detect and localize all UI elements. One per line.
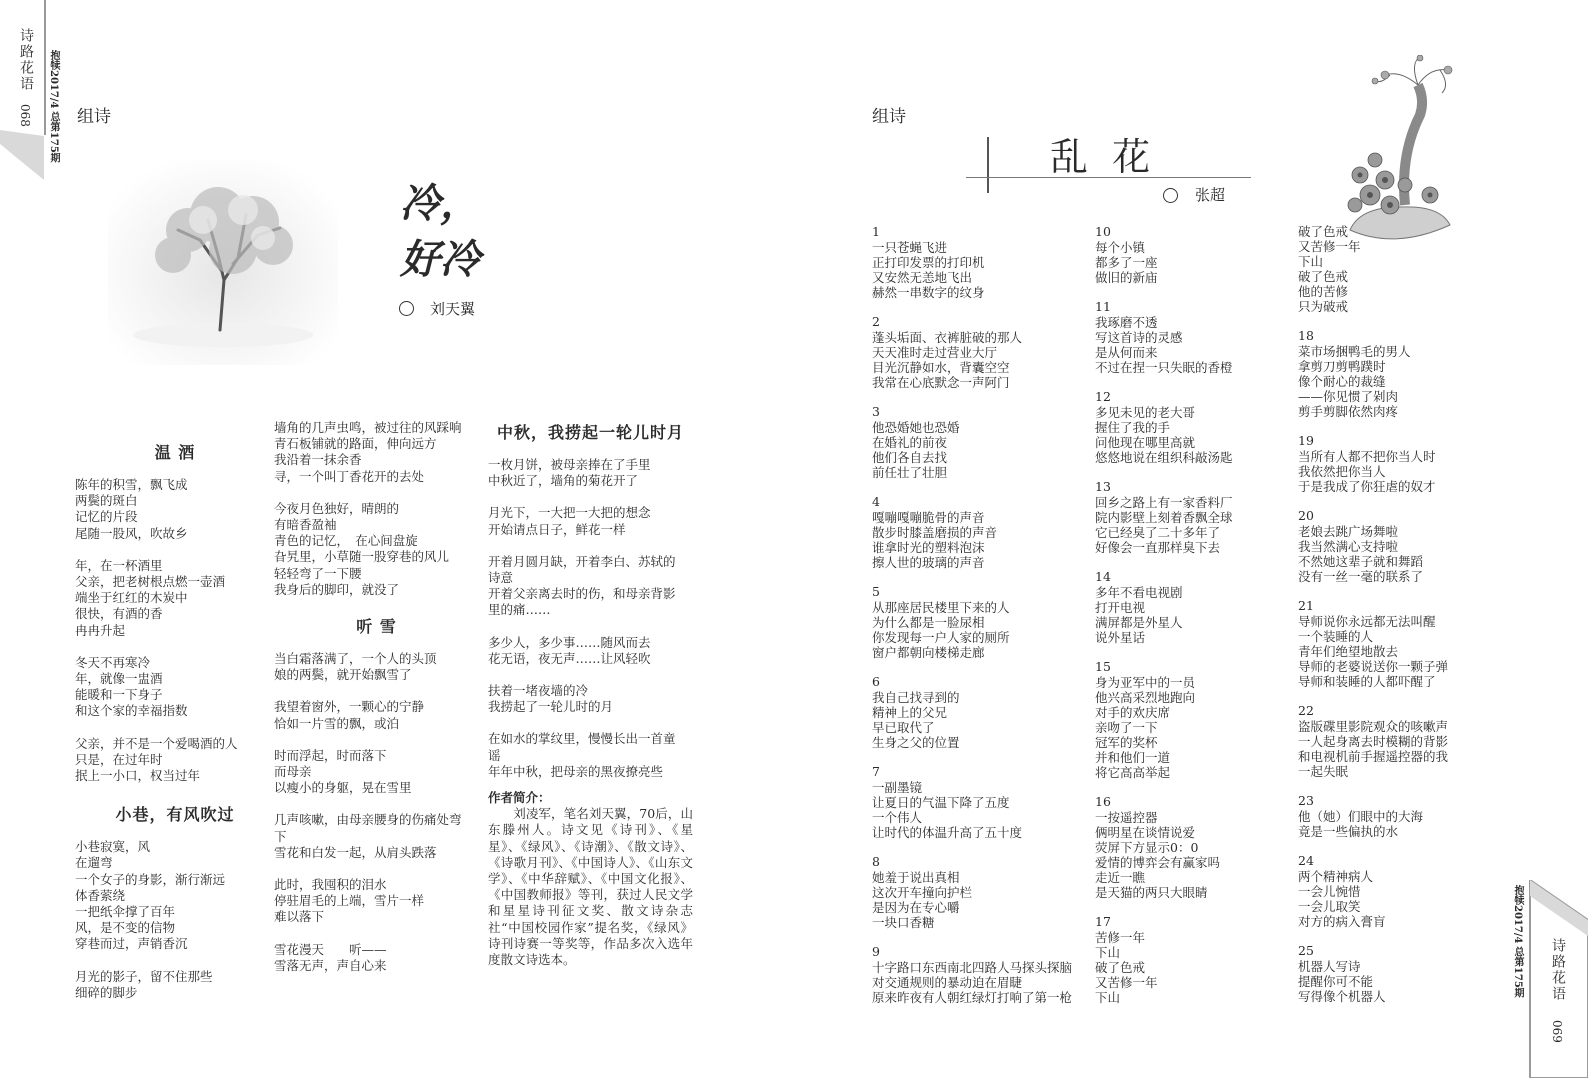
title-vertical-rule (987, 137, 989, 193)
poem-text: 导师说你永远都无法叫醒 一个装睡的人 青年们绝望地散去 导师的老婆说送你一颗子弹 导师和装睡的人都吓醒了 (1298, 614, 1449, 689)
poem-text: 每个小镇 都多了一座 做旧的新庙 (1095, 240, 1158, 285)
poem-text: 一只苍蝇飞进 正打印发票的打印机 又安然无恙地飞出 赫然一串数字的纹身 (872, 240, 985, 300)
flower-vase-illustration (1330, 55, 1460, 245)
left-issue-info: 抱犊2017/4 总第175期 (48, 50, 59, 163)
stanza: 雪花漫天 听—— 雪落无声，声自心来 (274, 941, 387, 973)
right-side-tab: 诗路花语 (1550, 938, 1566, 1002)
stanza: 此时，我囤积的泪水 停驻眉毛的上端，雪片一样 难以落下 (274, 877, 425, 925)
author-bio-text: 刘凌军，笔名刘天翼，70后，山东滕州人。诗文见《诗刊》、《星星》、《绿风》、《诗潮》、《散文诗》、《诗歌月刊》、《中国诗人》、《山东文学》、《中华辞赋》、《中国文化报》、《中国教师报》等刊，获过人民文学和星星诗刊征文奖、散文诗杂志社“中国校园作家”提名奖，《绿风》诗刊诗赛一等奖等，作品多次入选年度散文诗选本。 (488, 806, 693, 968)
poem-text: 多年不看电视剧 打开电视 满屏都是外星人 说外星话 (1095, 585, 1183, 645)
stanza: 墙角的几声虫鸣，被过往的风踩响 青石板铺就的路面，伸向远方 我沿着一抹余香 寻，一个叫丁香花开的去处 (274, 420, 462, 484)
numbered-poem (1298, 433, 1498, 494)
poem-number: 22 (1298, 703, 1314, 718)
poem-number: 18 (1298, 328, 1314, 343)
poem-number: 20 (1298, 508, 1314, 523)
numbered-poem (1095, 389, 1295, 465)
right-page-number: 069 (1550, 1020, 1564, 1043)
right-issue-info: 抱犊2017/4 总第175期 (1512, 885, 1523, 998)
numbered-poem (1095, 224, 1295, 285)
poem-title-xiaoxiang: 小巷，有风吹过 (115, 805, 235, 825)
stanza: 陈年的积雪，飘飞成 两鬓的斑白 记忆的片段 尾随一股风，吹故乡 (75, 477, 188, 541)
numbered-poem (872, 224, 1087, 300)
left-section-label: 组诗 (77, 107, 111, 127)
numbered-poem (1095, 479, 1295, 555)
poem-number: 21 (1298, 598, 1314, 613)
poem-number: 8 (872, 854, 880, 869)
stanza: 多少人，多少事……随风而去 花无语，夜无声……让风轻吹 (488, 634, 651, 666)
poem-text: 他（她）们眼中的大海 竟是一些偏执的水 (1298, 809, 1424, 839)
poem-text: 一副墨镜 让夏日的气温下降了五度 一个伟人 让时代的体温升高了五十度 (872, 780, 1023, 840)
poem-number: 19 (1298, 433, 1314, 448)
numbered-poem (1095, 569, 1295, 645)
poem-text: 当所有人都不把你当人时 我依然把你当人 于是我成了你狂虐的奴才 (1298, 449, 1436, 494)
right-section-label: 组诗 (872, 107, 906, 127)
numbered-poem (872, 494, 1087, 570)
right-col-1 (872, 224, 1087, 1019)
numbered-poem (872, 764, 1087, 840)
poem-number: 9 (872, 944, 880, 959)
poem-text: 身为亚军中的一员 他兴高采烈地跑向 对手的欢庆席 亲吻了一下 冠军的奖杯 并和他们一道 将它高高举起 (1095, 675, 1196, 780)
poem-number: 4 (872, 494, 880, 509)
numbered-poem (1298, 793, 1498, 839)
stanza: 今夜月色独好，晴朗的 有暗香盈袖 青色的记忆， 在心间盘旋 旮旯里，小草随一股穿巷的风儿 轻轻弯了一下腰 我身后的脚印，就没了 (274, 500, 450, 597)
poem-number: 3 (872, 404, 880, 419)
left-page-number: 068 (18, 104, 32, 127)
numbered-poem (872, 674, 1087, 750)
numbered-poem (1095, 794, 1295, 900)
poem-number: 24 (1298, 853, 1314, 868)
author-circle-icon (399, 301, 414, 316)
poem-text: 多见未见的老大哥 握住了我的手 问他现在哪里高就 悠悠地说在组织科敲汤匙 (1095, 405, 1233, 465)
poem-number: 11 (1095, 299, 1111, 314)
right-author: 张超 (1195, 186, 1226, 204)
poem-number: 23 (1298, 793, 1314, 808)
stanza: 几声咳嗽，由母亲腰身的伤痛处弯 下 雪花和白发一起，从肩头跌落 (274, 812, 462, 860)
poem-number: 25 (1298, 943, 1314, 958)
author-circle-icon (1163, 188, 1178, 203)
poem-text: 两个精神病人 一会儿惋惜 一会儿取笑 对方的病入膏肓 (1298, 869, 1386, 929)
poem-text: 机器人写诗 提醒你可不能 写得像个机器人 (1298, 959, 1386, 1004)
numbered-poem (1298, 598, 1498, 689)
stanza: 在如水的掌纹里，慢慢长出一首童 谣 年年中秋，把母亲的黑夜撩亮些 (488, 731, 676, 779)
poem-number: 12 (1095, 389, 1111, 404)
stanza: 年，在一杯酒里 父亲，把老树根点燃一壶酒 端坐于红红的木炭中 很快，有酒的香 冉冉升起 (75, 557, 226, 638)
poem-text: 我琢磨不透 写这首诗的灵感 是从何而来 不过在捏一只失眠的香橙 (1095, 315, 1233, 375)
poem-text: 苦修一年 下山 破了色戒 又苦修一年 下山 (1095, 930, 1158, 1005)
poem-text: 破了色戒 又苦修一年 下山 破了色戒 他的苦修 只为破戒 (1298, 224, 1361, 314)
stanza: 父亲，并不是一个爱喝酒的人 只是，在过年时 抿上一小口，权当过年 (75, 735, 238, 784)
left-tab-fold (0, 130, 46, 180)
poem-text: 嘎嘣嘎嘣脆骨的声音 散步时膝盖磨损的声音 谁拿时光的塑料泡沫 擦人世的玻璃的声音 (872, 510, 998, 570)
poem-text: 十字路口东西南北四路人马探头探脑 对交通规则的暴动迫在眉睫 原来昨夜有人朝红绿灯打响了第一枪 (872, 960, 1073, 1005)
numbered-poem (872, 404, 1087, 480)
title-line-1: 冷， (400, 180, 480, 227)
snow-tree-illustration (108, 160, 338, 365)
poem-number: 1 (872, 224, 880, 239)
left-author: 刘天翼 (430, 300, 476, 318)
poem-number: 14 (1095, 569, 1111, 584)
poem-title-zhongqiu: 中秋，我捞起一轮儿时月 (496, 423, 684, 442)
numbered-poem (1298, 853, 1498, 929)
poem-number: 10 (1095, 224, 1111, 239)
poem-text: 一按遥控器 俩明星在谈情说爱 荧屏下方显示0：0 爱情的博弈会有赢家吗 走近一瞧 是天猫的两只大眼睛 (1095, 810, 1221, 900)
numbered-poem (1298, 328, 1498, 419)
title-line-2: 好冷 (400, 236, 480, 283)
numbered-poem (1095, 914, 1295, 1005)
poem-text: 我自己找寻到的 精神上的父兄 早已取代了 生身之父的位置 (872, 690, 960, 750)
right-col-3 (1298, 224, 1498, 1018)
stanza: 月光的影子，留不住那些 细碎的脚步 (75, 968, 213, 1000)
numbered-poem (1298, 703, 1498, 779)
poem-number: 5 (872, 584, 880, 599)
poem-title-wenjiu: 温 酒 (154, 443, 196, 462)
author-bio-label: 作者简介： (488, 790, 551, 806)
left-col-3 (488, 420, 693, 968)
left-side-tab: 诗路花语 (18, 28, 34, 92)
poem-number: 17 (1095, 914, 1111, 929)
stanza: 当白霜落满了，一个人的头顶 娘的两鬓，就开始飘雪了 (274, 651, 437, 683)
poem-text: 回乡之路上有一家香料厂 院内影壁上刻着香飘全球 它已经臭了二十多年了 好像会一直那样臭下去 (1095, 495, 1233, 555)
numbered-poem (872, 314, 1087, 390)
poem-number: 6 (872, 674, 880, 689)
right-title: 乱 花 (1050, 135, 1157, 179)
numbered-poem (1298, 224, 1498, 314)
poem-title-tingxue: 听 雪 (356, 617, 397, 637)
poem-text: 蓬头垢面、衣裤脏破的那人 天天准时走过营业大厅 目光沉静如水，背囊空空 我常在心底默念一声阿门 (872, 330, 1023, 390)
poem-text: 老娘去跳广场舞啦 我当然满心支持啦 不然她这辈子就和舞蹈 没有一丝一毫的联系了 (1298, 524, 1424, 584)
numbered-poem (872, 854, 1087, 930)
left-col-1 (75, 440, 275, 1017)
poem-text: 盗版碟里影院观众的咳嗽声 一人起身离去时模糊的背影 和电视机前手握遥控器的我 一起失眠 (1298, 719, 1449, 779)
poem-text: 他恐婚她也恐婚 在婚礼的前夜 他们各自去找 前任壮了壮胆 (872, 420, 960, 480)
stanza: 一枚月饼，被母亲捧在了手里 中秋近了，墙角的菊花开了 (488, 457, 651, 489)
poem-text: 菜市场捆鸭毛的男人 拿剪刀剪鸭蹼时 像个耐心的裁缝 ——你见惯了剁肉 剪手剪脚依然肉疼 (1298, 344, 1411, 419)
stanza: 月光下，一大把一大把的想念 开始请点日子，鲜花一样 (488, 505, 651, 537)
stanza: 时而浮起，时而落下 而母亲 以瘦小的身躯，晃在雪里 (274, 747, 412, 796)
numbered-poem (1095, 659, 1295, 780)
poem-number: 7 (872, 764, 880, 779)
numbered-poem (872, 584, 1087, 660)
poem-number: 13 (1095, 479, 1111, 494)
poem-number: 15 (1095, 659, 1111, 674)
poem-text: 从那座居民楼里下来的人 为什么都是一脸尿相 你发现每一户人家的厕所 窗户都朝向楼梯走廊 (872, 600, 1010, 660)
stanza: 我望着窗外，一颗心的宁静 恰如一片雪的飘，或泊 (274, 699, 425, 731)
poem-series-title (400, 176, 480, 288)
stanza: 小巷寂寞，风 在遛弯 一个女子的身影，渐行渐远 体香萦绕 一把纸伞撑了百年 风，是不变的信物 穿巷而过，声销香沉 (75, 839, 226, 952)
stanza: 开着月圆月缺，开着李白、苏轼的 诗意 开着父亲离去时的伤，和母亲背影 里的痛…… (488, 553, 676, 618)
numbered-poem (1095, 299, 1295, 375)
right-col-2 (1095, 224, 1295, 1019)
numbered-poem (1298, 943, 1498, 1004)
poem-number: 2 (872, 314, 880, 329)
poem-text: 她羞于说出真相 这次开车撞向护栏 是因为在专心嚼 一块口香糖 (872, 870, 973, 930)
left-col-2 (274, 420, 479, 990)
stanza: 扶着一堵夜墙的冷 我捞起了一轮儿时的月 (488, 683, 614, 715)
numbered-poem (1298, 508, 1498, 584)
stanza: 冬天不再寒冷 年，就像一盅酒 能暖和一下身子 和这个家的幸福指数 (75, 654, 188, 719)
poem-number: 16 (1095, 794, 1111, 809)
numbered-poem (872, 944, 1087, 1005)
